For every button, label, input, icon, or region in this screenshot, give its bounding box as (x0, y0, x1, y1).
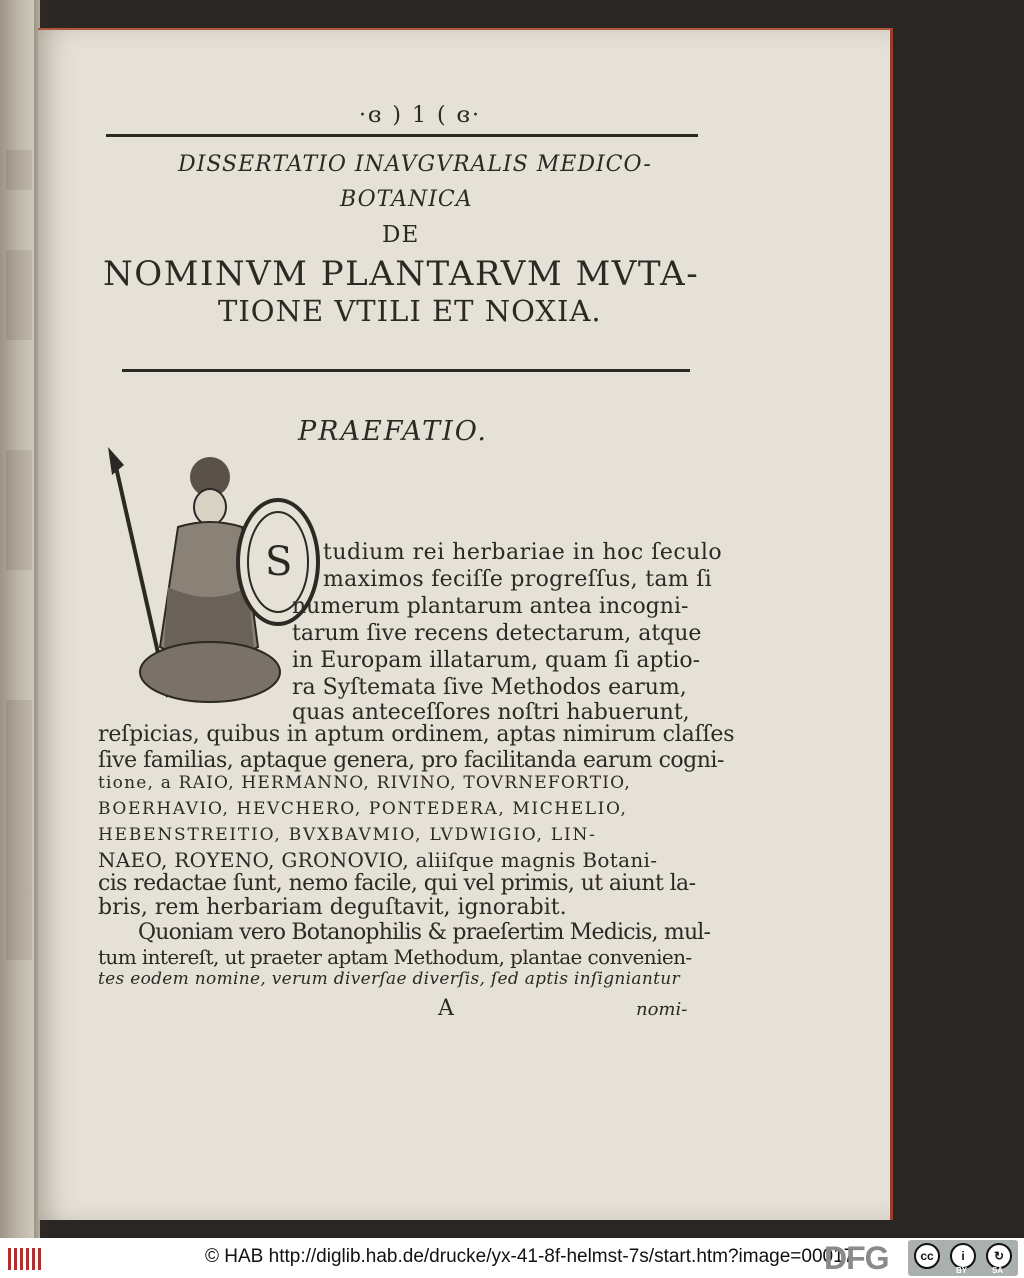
text-line: tum intereſt, ut praeter aptam Methodum, plantae convenien- (98, 945, 692, 969)
text-line: bris, rem herbariam deguſtavit, ignorabit. (98, 895, 567, 920)
citation-link[interactable]: © HAB http://diglib.hab.de/drucke/yx-41-8f-helmst-7s/start.htm?image=00017 (205, 1246, 855, 1267)
text-line: quas anteceſſores noſtri habuerunt, (292, 700, 690, 725)
license-sa-label: SA (992, 1266, 1004, 1275)
license-by-label: BY (956, 1266, 968, 1275)
text-line: tarum ſive recens detectarum, atque (292, 621, 702, 646)
library-logo-icon (8, 1248, 42, 1270)
header-rule (106, 134, 698, 137)
page-header: ·ɞ ) 1 ( ɞ· (358, 103, 482, 128)
catchword: nomi- (636, 999, 688, 1020)
title-line-1: DISSERTATIO INAVGVRALIS MEDICO- (178, 152, 652, 177)
text-line: tudium rei herbariae in hoc ſeculo (323, 540, 723, 565)
title-main-1: NOMINVM PLANTARVM MVTA- (103, 254, 700, 294)
by-icon: i (950, 1243, 976, 1269)
title-line-2: BOTANICA (340, 187, 473, 212)
text-line: maximos feciſſe progreſſus, tam ſi (323, 567, 713, 592)
text-line: HEBENSTREITIO, BVXBAVMIO, LVDWIGIO, LIN- (98, 825, 597, 845)
text-line: reſpicias, quibus in aptum ordinem, aptas nimirum claſſes (98, 722, 735, 747)
text-line: ſive familias, aptaque genera, pro facilitanda earum cogni- (98, 748, 724, 773)
text-line: tione, a RAIO, HERMANNO, RIVINO, TOVRNEFORTIO, (98, 773, 631, 793)
text-line: numerum plantarum antea incogni- (292, 594, 689, 619)
viewer-footer (0, 1238, 1024, 1278)
initial-letter: S (265, 539, 293, 585)
sa-icon: ↻ (986, 1243, 1012, 1269)
text-line: BOERHAVIO, HEVCHERO, PONTEDERA, MICHELIO, (98, 799, 628, 819)
text-line: in Europam illatarum, quam ſi aptio- (292, 648, 701, 673)
title-de: DE (382, 222, 420, 248)
title-main-2: TIONE VTILI ET NOXIA. (218, 294, 602, 328)
dfg-logo: DFG (824, 1240, 889, 1276)
cc-icon: cc (914, 1243, 940, 1269)
text-line: ra Syſtemata ſive Methodos earum, (292, 675, 687, 700)
text-line: tes eodem nomine, verum diverſae diverſis, ſed aptis inſigniantur (98, 969, 680, 989)
section-heading: PRAEFATIO. (298, 416, 488, 447)
signature-mark: A (438, 996, 454, 1021)
text-line: NAEO, ROYENO, GRONOVIO, aliiſque magnis Botani- (98, 848, 658, 872)
title-rule (122, 369, 690, 372)
text-line: Quoniam vero Botanophilis & praeſertim Medicis, mul- (138, 920, 711, 945)
text-line: cis redactae ſunt, nemo facile, qui vel primis, ut aiunt la- (98, 871, 696, 896)
license-badge[interactable] (908, 1240, 1018, 1276)
